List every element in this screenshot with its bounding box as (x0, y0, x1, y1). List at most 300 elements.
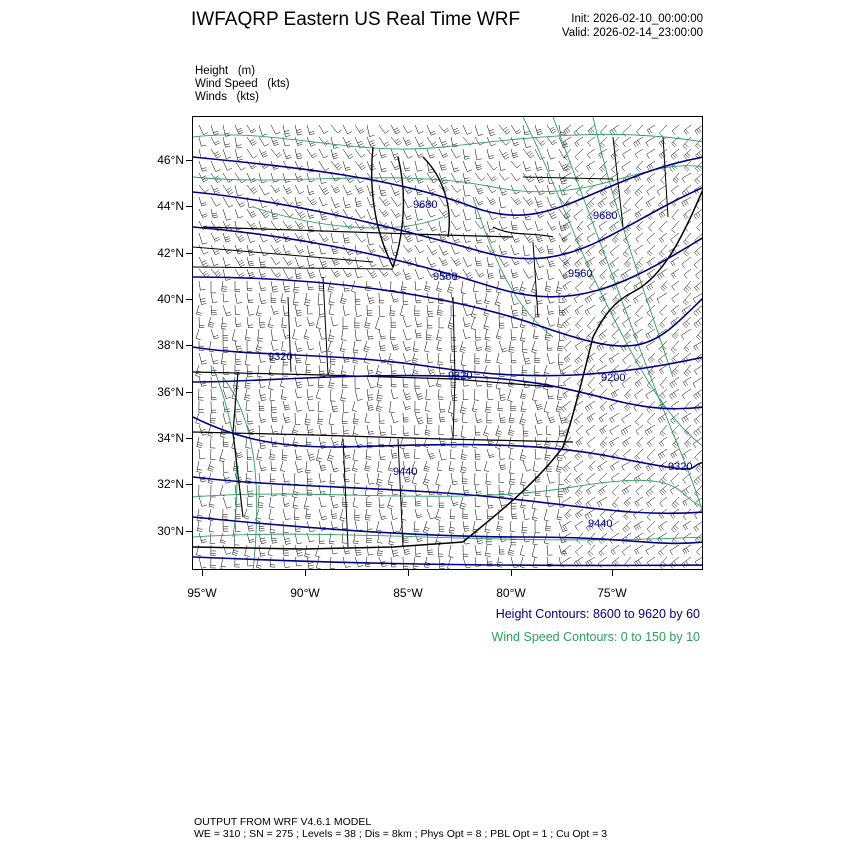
wind-barb (600, 569, 607, 570)
wind-barb (415, 137, 424, 147)
lat-tick (186, 299, 192, 300)
wind-barb (460, 497, 466, 509)
wind-barb (256, 305, 261, 316)
wind-barb (199, 449, 205, 459)
wind-barb (575, 473, 583, 484)
wind-barb (508, 389, 513, 402)
wind-barb (283, 125, 290, 137)
wind-barb (694, 209, 703, 219)
wind-barb (199, 317, 204, 328)
wind-barb (520, 413, 526, 425)
contour-label: 9320 (268, 351, 293, 363)
wind-barb (499, 197, 506, 208)
wind-barb (293, 485, 299, 498)
wind-barb (318, 293, 323, 305)
wind-barb (600, 425, 607, 434)
wind-barb (270, 449, 276, 460)
wind-barb (521, 473, 526, 486)
wind-barb (221, 353, 226, 365)
wind-barb (451, 473, 458, 485)
wind-barb (367, 377, 376, 388)
wind-barb (271, 401, 277, 413)
wind-barb (695, 449, 703, 461)
wind-barb (283, 545, 289, 556)
wind-barb (331, 461, 339, 472)
wind-barb (610, 533, 620, 544)
wind-barb (487, 509, 493, 519)
wind-barb (451, 425, 458, 436)
wind-barb (672, 281, 679, 290)
wind-barb (694, 389, 703, 399)
wind-barb (563, 569, 571, 570)
wind-barb (673, 173, 679, 183)
wind-barb (403, 137, 411, 146)
wind-barb (533, 569, 538, 570)
wind-barb (682, 557, 691, 568)
wind-barb (659, 437, 667, 447)
wind-barb (427, 545, 433, 555)
wind-barb (259, 353, 266, 362)
wind-barb (331, 425, 337, 436)
wind-barb (684, 125, 691, 135)
wind-barb (318, 401, 323, 412)
wind-barb (681, 329, 691, 340)
wind-barb (222, 281, 228, 292)
wind-barb (391, 389, 398, 399)
wind-barb (682, 353, 691, 364)
wind-barb (558, 341, 564, 351)
wind-barb (599, 545, 607, 556)
wind-barb (658, 449, 667, 459)
wind-barb (331, 509, 337, 519)
wind-barb (599, 485, 608, 495)
wind-barb (246, 401, 251, 411)
wind-barb (259, 185, 269, 195)
wind-barb (319, 425, 326, 435)
map-title: IWFAQRP Eastern US Real Time WRF (191, 9, 521, 30)
wind-barb (355, 221, 365, 230)
wind-barb (625, 569, 631, 570)
wind-barb (439, 521, 444, 532)
wind-barb (694, 401, 703, 412)
lon-label: 80°W (496, 586, 526, 600)
wind-barb (355, 329, 361, 341)
wind-barb (508, 545, 514, 556)
wind-barb (545, 521, 551, 531)
wind-barb (499, 125, 510, 134)
wind-barb (448, 401, 453, 413)
model-footer-line2: WE = 310 ; SN = 275 ; Levels = 38 ; Dis = 8km ; Phys Opt = 8 ; PBL Opt = 1 ; Cu Opt = 3 (194, 828, 608, 840)
wind-barb (589, 461, 596, 471)
wind-barb (329, 377, 335, 388)
lon-tick (202, 570, 203, 576)
wind-barb (403, 413, 409, 422)
wind-barb (499, 341, 507, 352)
wind-barb (647, 257, 655, 266)
wind-barb (355, 389, 363, 401)
wind-barb (271, 257, 280, 265)
wind-barb (563, 485, 571, 494)
wind-barb (423, 521, 429, 533)
wind-barb (245, 389, 251, 401)
wind-barb (437, 329, 442, 341)
wind-barb (585, 293, 595, 303)
wind-barb (610, 269, 619, 280)
wind-barb (563, 317, 572, 328)
wind-barb (259, 437, 266, 449)
wind-barb (565, 509, 571, 519)
wind-barb (259, 293, 266, 304)
wind-barb (636, 233, 643, 243)
wind-barb (244, 509, 249, 519)
wind-barb (547, 197, 556, 208)
wind-barb (307, 521, 315, 532)
wind-barb (210, 533, 215, 544)
wind-barb (403, 245, 413, 253)
wind-barb (355, 545, 361, 555)
wind-barb (271, 269, 281, 277)
wind-barb (487, 497, 493, 508)
wind-barb (403, 197, 413, 208)
wind-barb (259, 257, 266, 267)
wind-speed-contour (193, 134, 703, 149)
wind-barb (401, 281, 407, 292)
wind-barb (375, 317, 380, 330)
wind-barb (475, 353, 480, 364)
wind-barb (319, 509, 327, 520)
lat-label: 40°N (157, 292, 184, 306)
wind-barb (365, 413, 370, 423)
wind-barb (319, 377, 324, 388)
wind-barb (624, 257, 631, 267)
wind-barb (436, 509, 442, 521)
wind-barb (415, 305, 420, 316)
wind-barb (682, 197, 691, 207)
wind-barb (307, 401, 314, 411)
wind-barb (533, 533, 538, 545)
wind-barb (247, 461, 253, 472)
wind-barb (247, 485, 253, 497)
wind-barb (439, 401, 445, 412)
wind-barb (283, 473, 290, 484)
wind-barb (499, 257, 509, 267)
wind-barb (307, 389, 313, 400)
wind-barb (558, 353, 563, 365)
wind-barb (487, 149, 494, 159)
wind-barb (211, 401, 216, 413)
wind-barb (199, 209, 207, 218)
wind-barb (295, 401, 302, 411)
wind-barb (295, 209, 306, 219)
wind-barb (294, 473, 299, 485)
wind-barb (391, 281, 396, 290)
wind-barb (463, 437, 468, 447)
wind-barb (682, 257, 691, 268)
wind-barb (532, 497, 537, 509)
wind-barb (307, 245, 314, 256)
wind-barb (696, 137, 704, 149)
wind-barb (353, 341, 358, 353)
wind-barb (547, 257, 555, 267)
wind-barb (523, 245, 530, 256)
wind-barb (611, 545, 619, 555)
wind-barb (510, 521, 515, 532)
height-contour (193, 417, 703, 469)
wind-barb (367, 137, 376, 147)
wind-barb (340, 341, 345, 352)
wind-barb (391, 137, 402, 145)
wind-barb (647, 413, 655, 425)
wind-barb (245, 329, 250, 341)
wind-barb (683, 377, 691, 386)
wind-barb (427, 317, 432, 328)
wind-barb (520, 449, 526, 461)
wind-barb (355, 257, 363, 268)
wind-barb (245, 377, 251, 389)
wind-barb (511, 149, 518, 158)
wind-barb (342, 413, 347, 424)
wind-barb (556, 437, 562, 449)
wind-barb (259, 377, 265, 387)
wind-barb (487, 233, 496, 243)
wind-barb (683, 293, 691, 305)
wind-barb (511, 137, 519, 146)
wind-barb (475, 569, 480, 570)
wind-barb (547, 293, 555, 303)
wind-barb (535, 521, 540, 533)
wind-barb (199, 137, 206, 146)
wind-barb (609, 221, 619, 232)
wind-barb (331, 197, 340, 208)
wind-barb (587, 149, 595, 159)
wind-barb (475, 137, 484, 145)
wind-barb (439, 209, 449, 218)
wind-barb (415, 125, 423, 134)
wind-barb (511, 197, 521, 205)
wind-barb (331, 497, 339, 508)
wind-barb (587, 161, 595, 171)
wind-barb (683, 545, 691, 554)
wind-barb (259, 401, 264, 411)
wind-barb (546, 425, 551, 435)
wind-barb (235, 353, 241, 365)
wind-barb (487, 269, 494, 278)
wind-barb (415, 329, 422, 338)
wind-barb (295, 389, 302, 398)
wind-barb (281, 389, 286, 400)
wind-barb (672, 521, 680, 533)
wind-barb (366, 281, 372, 291)
wind-barb (497, 521, 503, 531)
wind-barb (307, 317, 315, 326)
wind-barb (520, 281, 526, 294)
wind-barb (256, 341, 262, 353)
wind-barb (622, 413, 631, 423)
wind-barb (585, 569, 595, 570)
map-panel (192, 116, 703, 570)
wind-barb (599, 329, 607, 340)
wind-barb (427, 509, 435, 519)
wind-barb (586, 485, 595, 495)
wind-barb (355, 245, 362, 254)
wind-barb (564, 341, 571, 352)
wind-barb (283, 281, 290, 292)
boundary-line (372, 147, 404, 267)
wind-barb (624, 329, 631, 339)
wind-barb (247, 137, 257, 146)
wind-barb (367, 521, 373, 532)
height-contour (193, 277, 703, 346)
wind-barb (564, 353, 571, 363)
wind-barb (391, 413, 399, 423)
wind-barb (635, 185, 643, 196)
wind-barb (439, 425, 444, 435)
wind-barb (547, 161, 554, 171)
wind-barb (575, 353, 583, 364)
wind-barb (283, 257, 293, 265)
wind-barb (447, 557, 452, 570)
wind-barb (521, 401, 526, 412)
wind-barb (343, 221, 354, 229)
wind-barb (600, 401, 607, 411)
wind-barb (342, 329, 347, 340)
wind-barb (389, 533, 394, 545)
wind-barb (316, 557, 321, 569)
wind-barb (509, 449, 514, 460)
wind-barb (427, 125, 436, 135)
wind-barb (523, 269, 533, 278)
wind-barb (244, 569, 250, 570)
lat-tick (186, 160, 192, 161)
boundary-line (233, 372, 243, 517)
wind-barb (511, 329, 517, 340)
wind-barb (295, 149, 302, 159)
wind-barb (436, 473, 441, 485)
wind-barb (565, 197, 572, 208)
wind-barb (379, 185, 386, 196)
wind-barb (199, 125, 208, 135)
wind-barb (535, 137, 546, 146)
wind-barb (379, 449, 386, 460)
wind-barb (635, 245, 644, 255)
wind-barb (499, 221, 507, 229)
wind-barb (316, 389, 321, 399)
wind-barb (211, 209, 218, 218)
wind-barb (258, 365, 263, 377)
wind-barb (415, 485, 421, 495)
wind-barb (621, 425, 631, 435)
wind-barb (647, 233, 655, 244)
wind-barb (463, 569, 471, 570)
wind-barb (451, 185, 461, 192)
wind-barb (283, 245, 291, 255)
wind-barb (472, 401, 477, 412)
wind-barb (499, 245, 507, 255)
wind-barb (646, 485, 655, 497)
wind-barb (547, 341, 552, 350)
wind-barb (646, 545, 655, 555)
wind-barb (695, 173, 703, 184)
wind-barb (235, 149, 243, 160)
wind-barb (247, 293, 254, 303)
wind-barb (282, 449, 287, 460)
wind-barb (415, 389, 423, 400)
wind-barb (450, 509, 455, 519)
wind-barb (199, 497, 207, 506)
wind-barb (353, 449, 358, 461)
wind-barb (587, 233, 595, 242)
wind-barb (610, 257, 619, 268)
wind-barb (197, 521, 202, 532)
wind-barb (307, 173, 314, 182)
wind-barb (281, 569, 287, 570)
wind-barb (437, 305, 443, 315)
wind-barb (475, 173, 485, 181)
wind-barb (355, 209, 365, 219)
wind-barb (221, 317, 227, 329)
wind-barb (379, 173, 387, 181)
wind-barb (586, 425, 595, 436)
wind-barb (498, 401, 503, 411)
wind-barb (634, 509, 644, 519)
wind-barb (340, 509, 346, 521)
wind-barb (307, 557, 314, 569)
wind-barb (463, 317, 470, 327)
wind-barb (547, 497, 554, 507)
wind-barb (343, 305, 350, 315)
wind-barb (271, 341, 278, 351)
wind-barb (634, 521, 643, 531)
wind-barb (636, 161, 643, 172)
wind-barb (427, 221, 437, 231)
wind-barb (610, 245, 619, 256)
wind-barb (271, 185, 280, 193)
wind-barb (522, 521, 528, 533)
wind-barb (390, 401, 395, 413)
wind-barb (295, 173, 303, 182)
wind-barb (587, 197, 595, 209)
wind-barb (635, 209, 643, 218)
wind-barb (355, 185, 364, 194)
wind-barb (610, 461, 619, 471)
wind-barb (694, 425, 703, 436)
wind-barb (305, 293, 311, 306)
wind-barb (694, 365, 703, 375)
wind-barb (511, 221, 518, 230)
wind-barb (635, 545, 643, 555)
wind-barb (403, 377, 408, 387)
wind-barb (532, 389, 537, 401)
wind-barb (511, 305, 518, 316)
wind-barb (671, 149, 679, 160)
wind-barb (391, 209, 401, 218)
wind-barb (247, 149, 257, 158)
wind-barb (223, 197, 233, 207)
wind-barb (547, 473, 555, 483)
wind-barb (367, 197, 376, 207)
wind-barb (648, 221, 655, 231)
wind-barb (319, 161, 329, 171)
wind-barb (463, 329, 470, 339)
wind-barb (562, 545, 571, 556)
wind-barb (341, 569, 346, 570)
wind-barb (319, 269, 326, 278)
wind-barb (415, 149, 423, 158)
wind-barb (659, 521, 668, 531)
wind-barb (634, 473, 643, 483)
wind-barb (610, 425, 619, 435)
lon-label: 75°W (597, 586, 627, 600)
